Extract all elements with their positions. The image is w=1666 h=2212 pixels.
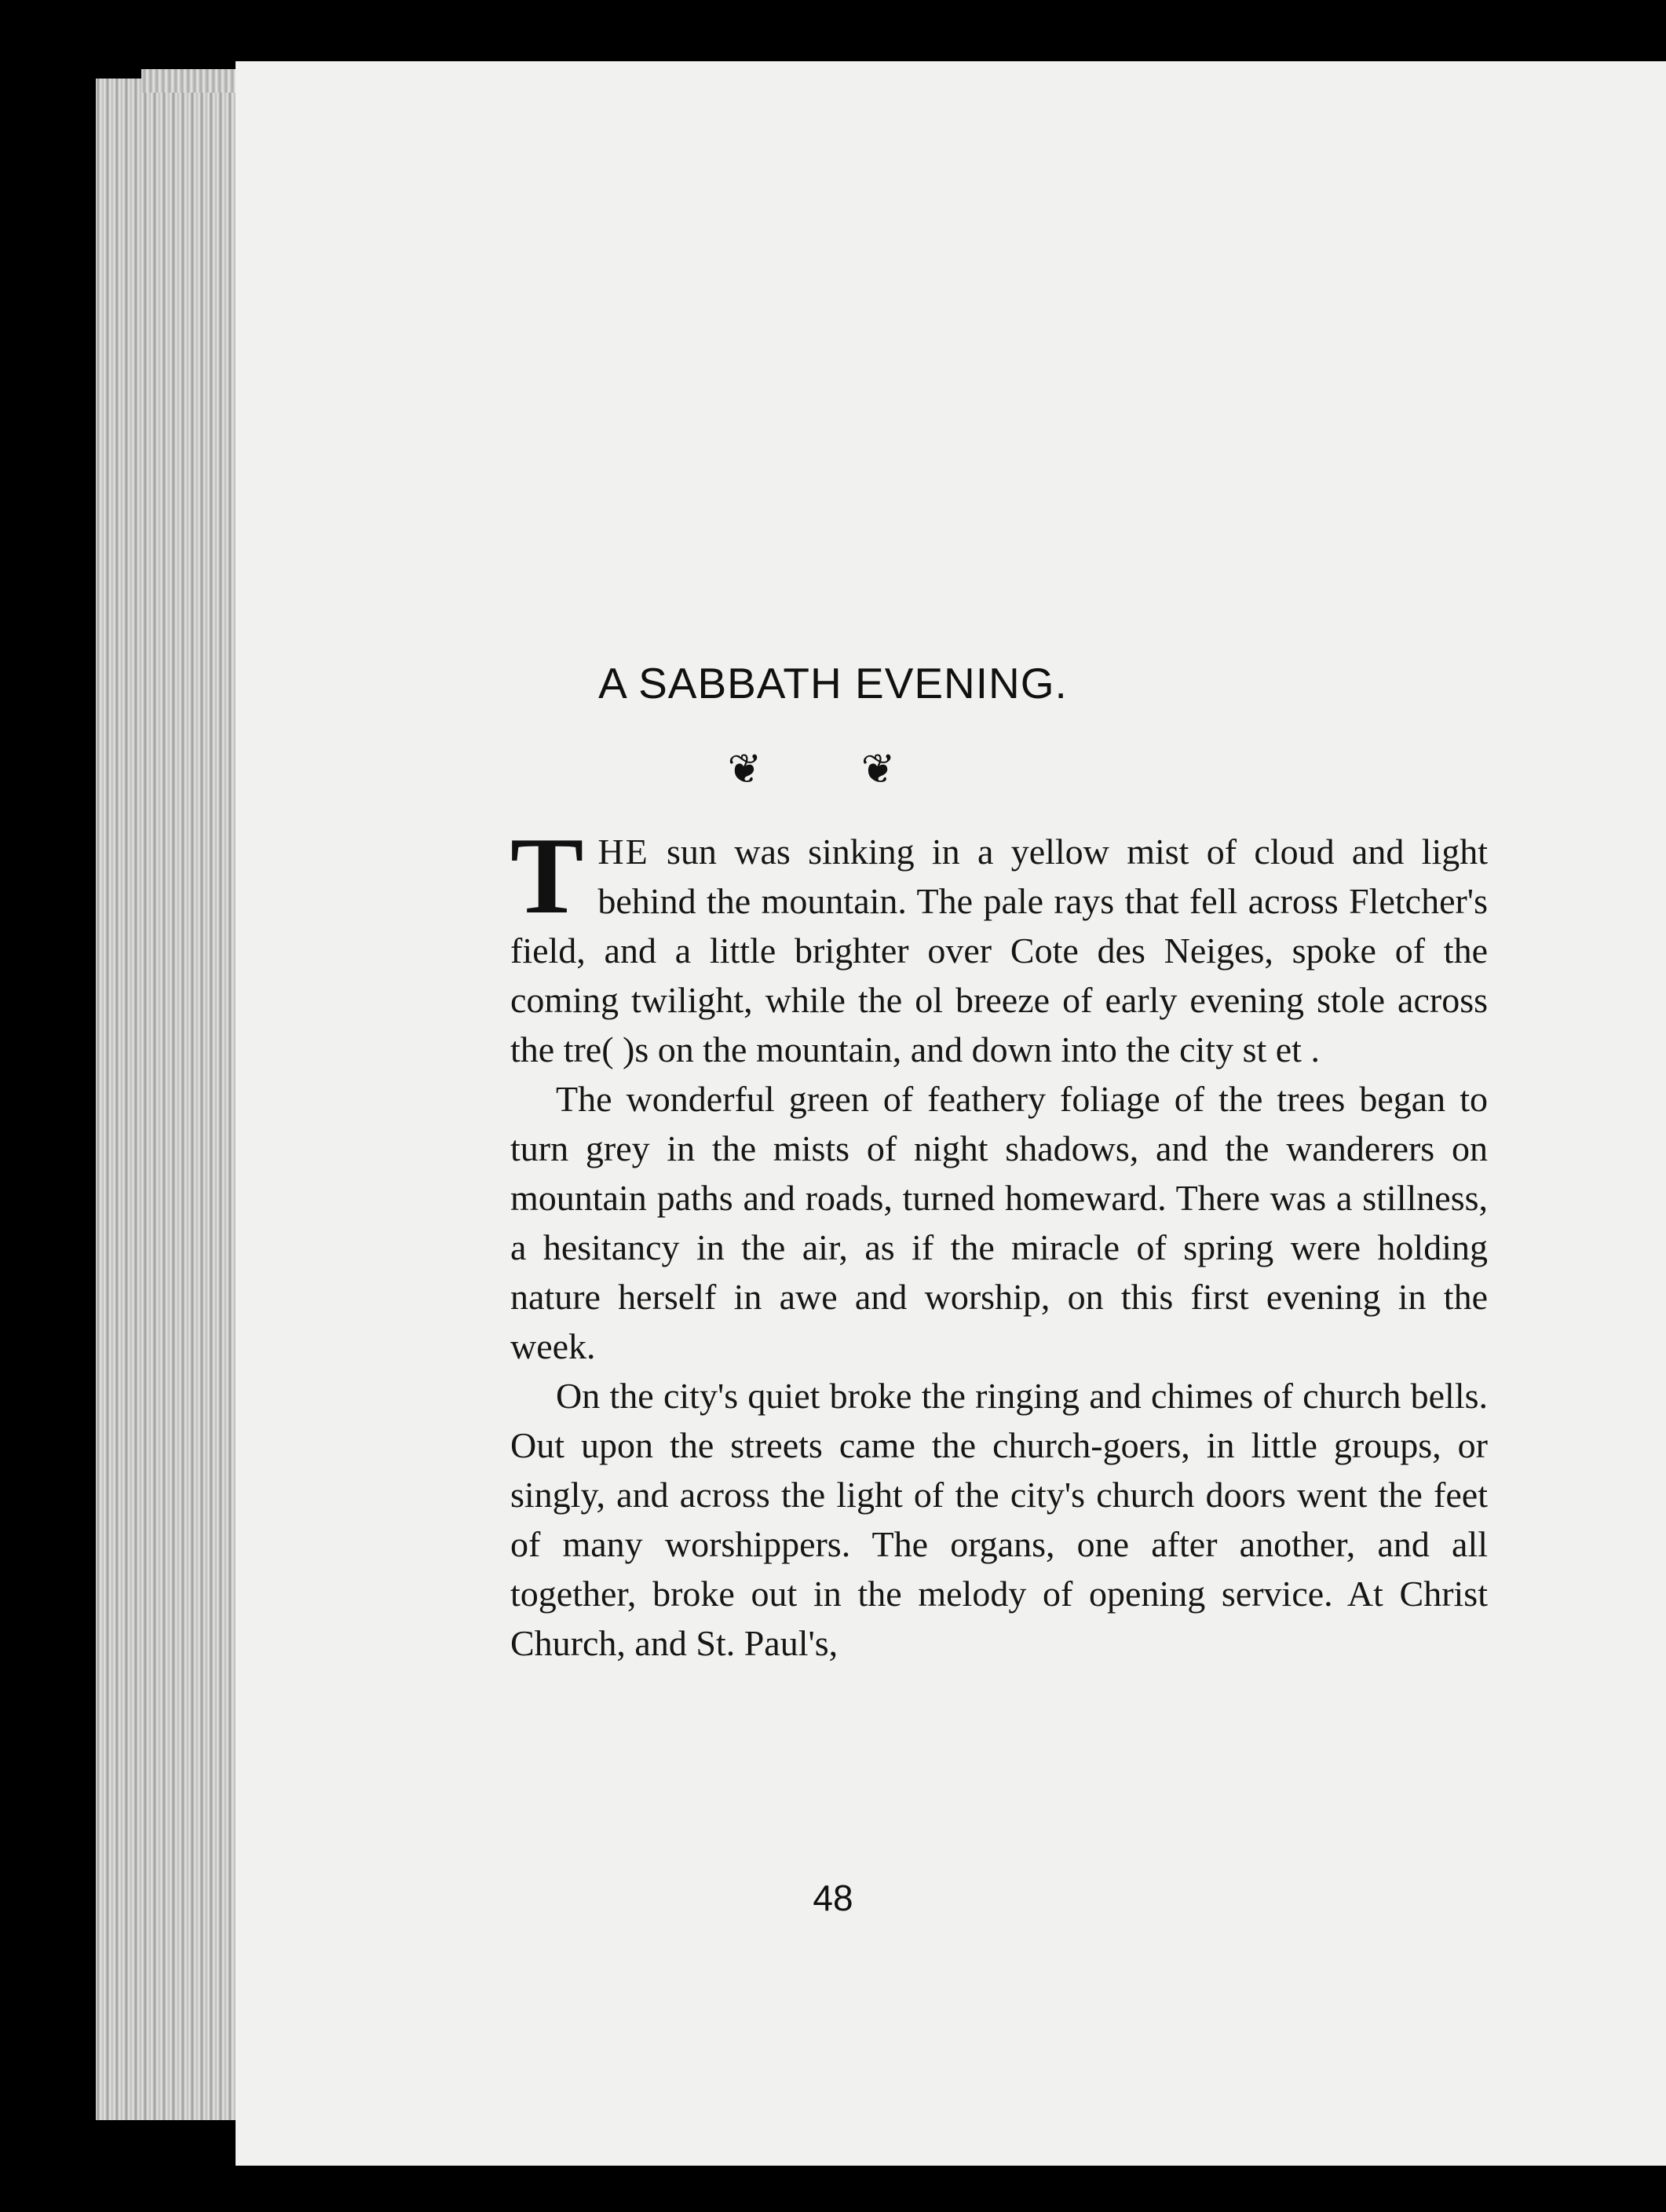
fleuron-ornament: ❦ ❦ (727, 746, 939, 793)
page-edges-top (141, 69, 251, 93)
paragraph-2: The wonderful green of feathery foliage of the trees began to turn grey in the mists of night shadows, and the wanderers on mountain paths and roads, turned homeward. There was a stillness, a hesitancy in the air, as if the miracle of spring were holding nature herself in awe and worship, on this first evening in the week. (510, 1079, 1488, 1366)
paragraph-3: On the city's quiet broke the ringing and chimes of church bells. Out upon the streets came the church-goers, in little groups, or singly, and across the light of the city's church doors went the feet of many worshippers. The organs, one after another, and all together, broke out in the melody of opening service. At Christ Church, and St. Paul's, (510, 1376, 1488, 1663)
page-number: 48 (813, 1877, 853, 1918)
page-edges (96, 79, 237, 2120)
paragraph-1-text: sun was sinking in a yellow mist of cloud and light behind the mountain. The pale rays that fell across Fletcher's field, and a little brighter over Cote des Neiges, spoke of the coming twilight, while the ol breeze of early evening stole across the tre( )s on the mountain, and down into the city st et . (510, 832, 1488, 1069)
paragraph-1 (510, 815, 1488, 1074)
drop-cap: T (510, 815, 584, 937)
chapter-title: A SABBATH EVENING. (598, 659, 1068, 707)
first-word-rest: HE (597, 832, 649, 872)
body-text (510, 815, 1488, 1668)
